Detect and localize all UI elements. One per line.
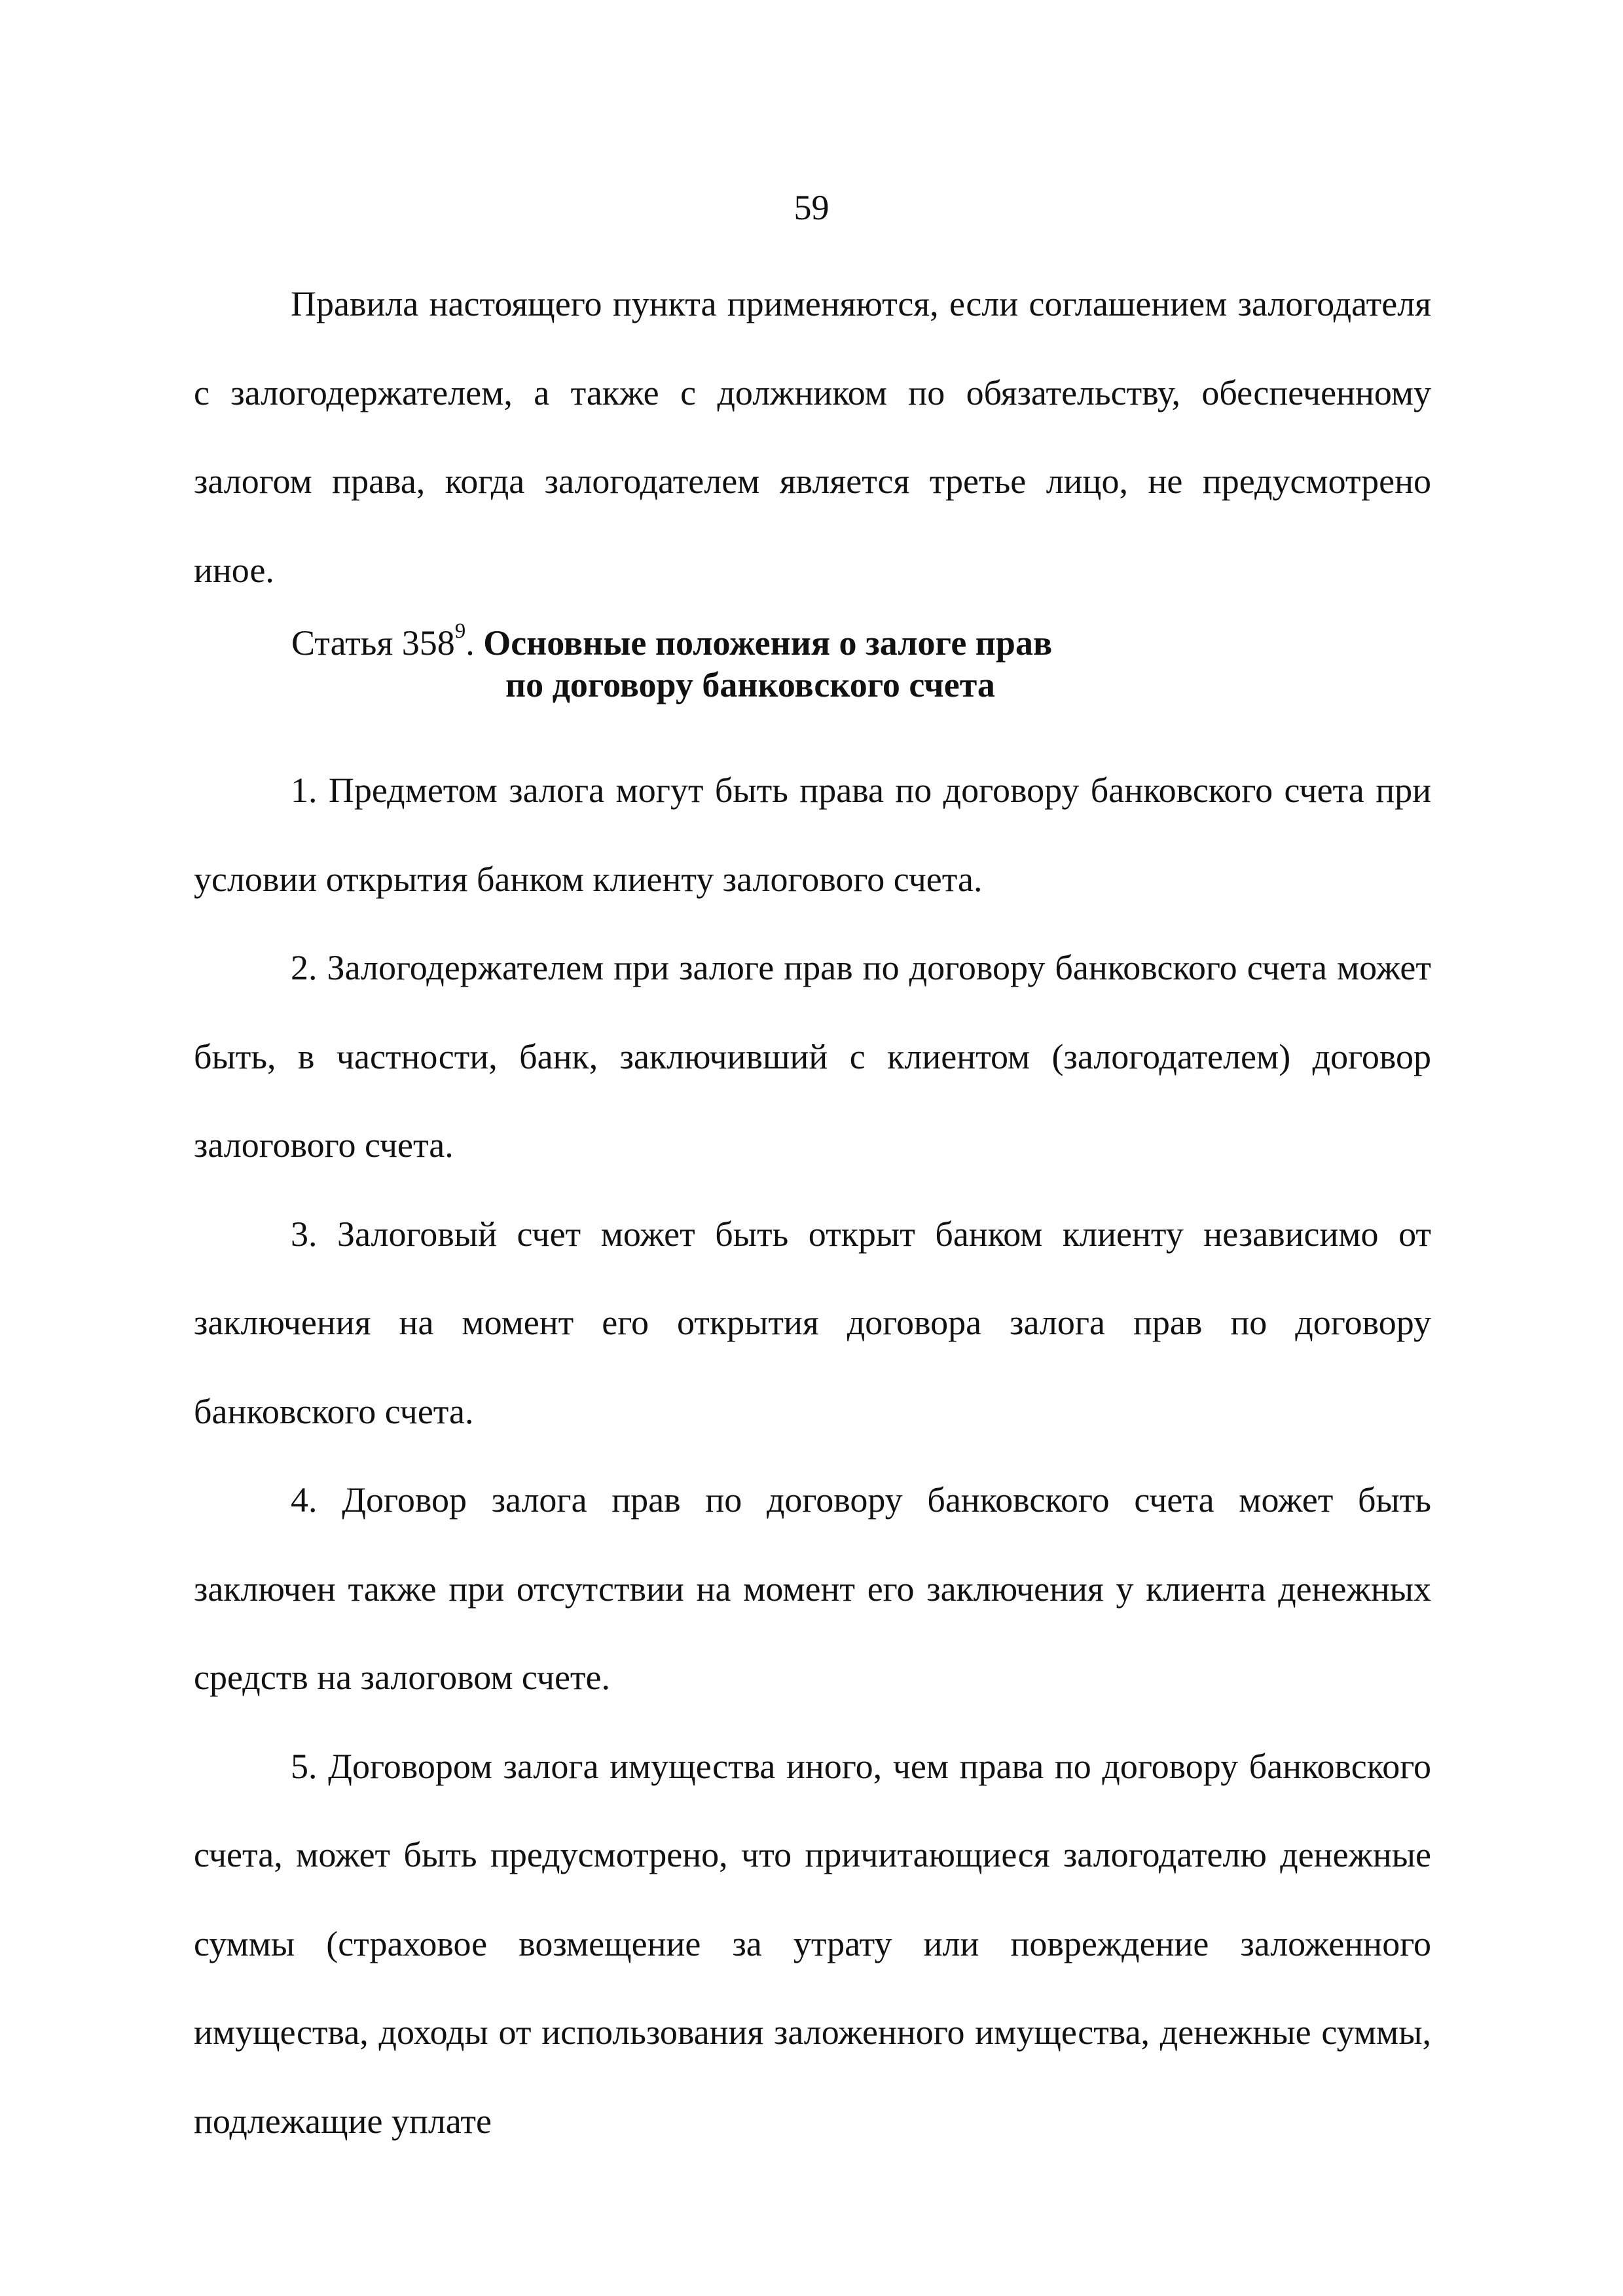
paragraph-3: 3. Залоговый счет может быть открыт банком клиенту независимо от заключения на момент его открытия договора залога прав по договору банковского счета.	[194, 1214, 1431, 1431]
article-number-prefix: Статья 358	[291, 623, 455, 663]
article-heading	[291, 619, 1273, 706]
paragraph-1: 1. Предметом залога могут быть права по договору банковского счета при условии открытия банком клиенту залогового счета.	[194, 771, 1431, 899]
article-title-line2: по договору банковского счета	[505, 665, 995, 704]
paragraph-intro: Правила настоящего пункта применяются, если соглашением залогодателя с залогодержателем, а также с должником по обязательству, обеспеченному залогом права, когда залогодателем является третье лицо, не предусмотрено иное.	[194, 284, 1431, 590]
article-number-dot: .	[465, 623, 484, 663]
article-title-line1: Основные положения о залоге прав	[483, 623, 1053, 663]
article-number-superscript: 9	[454, 619, 466, 643]
intro-block	[194, 260, 1431, 615]
paragraph-4: 4. Договор залога прав по договору банковского счета может быть заключен также при отсутствии на момент его заключения у клиента денежных средств на залоговом счете.	[194, 1480, 1431, 1697]
paragraph-2: 2. Залогодержателем при залоге прав по договору банковского счета может быть, в частности, банк, заключивший с клиентом (залогодателем) договор залогового счета.	[194, 948, 1431, 1165]
paragraph-5: 5. Договором залога имущества иного, чем права по договору банковского счета, может быть предусмотрено, что причитающиеся залогодателю денежные суммы (страховое возмещение за утрату или повреждение заложенного имущества, доходы от использования заложенного имущества, денежные суммы, подлежащие уплате	[194, 1746, 1431, 2141]
article-body	[194, 746, 1431, 2166]
page-number: 59	[793, 188, 830, 227]
